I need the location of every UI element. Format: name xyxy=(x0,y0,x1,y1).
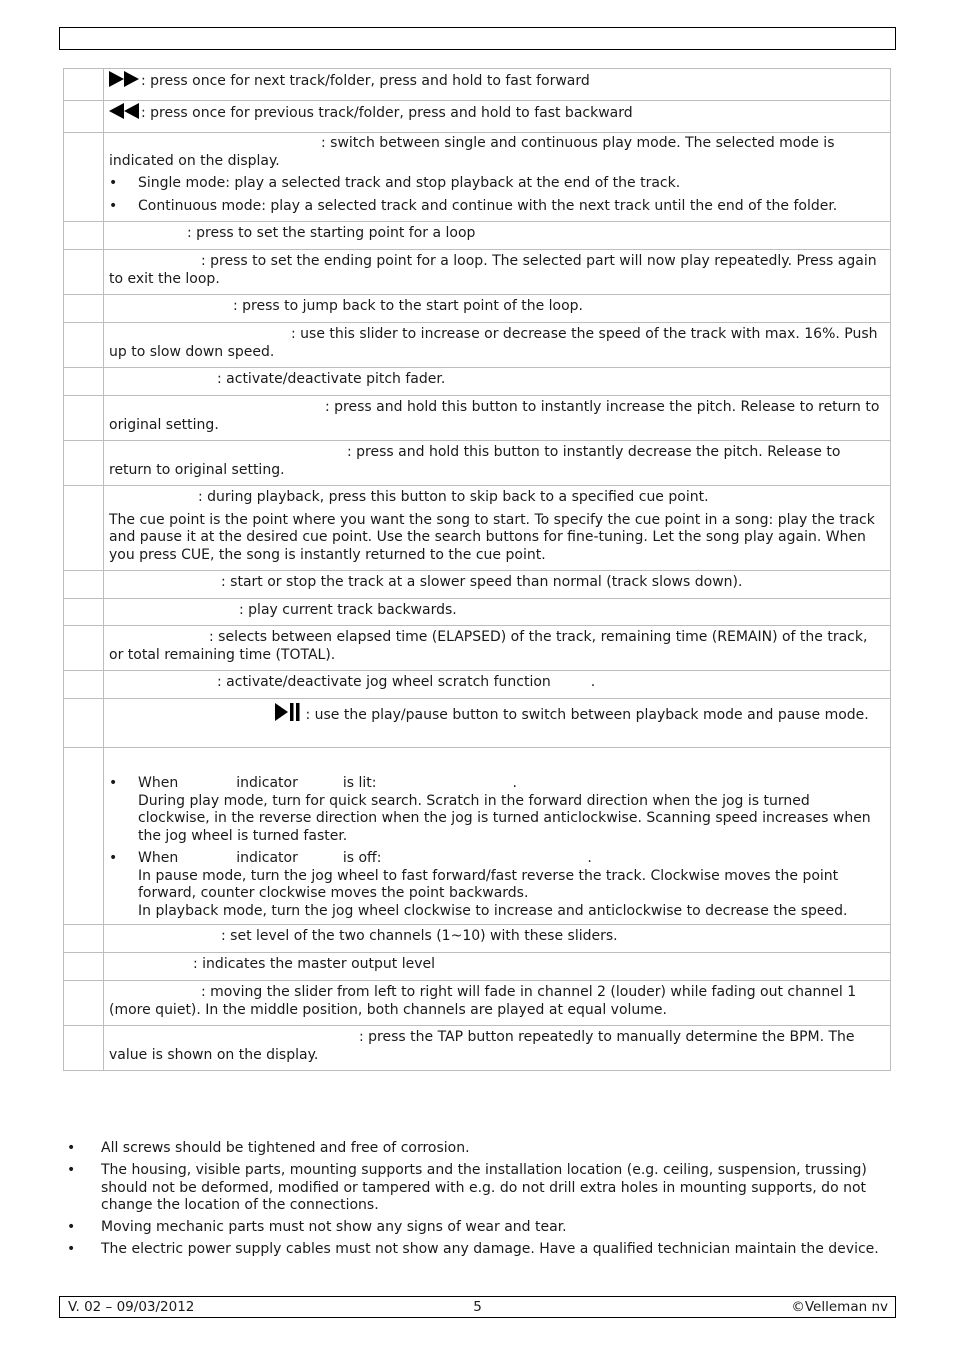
list-item: • Moving mechanic parts must not show any signs of wear and tear. xyxy=(67,1219,567,1235)
reloop-text: : press to jump back to the start point of the loop. xyxy=(233,298,583,314)
table-row xyxy=(64,925,891,953)
vu-meter-text: : indicates the master output level xyxy=(193,956,435,972)
copyright-label: ©Velleman nv xyxy=(791,1299,888,1315)
play-pause-text: : use the play/pause button to switch between playback mode and pause mode. xyxy=(305,707,869,723)
table-row xyxy=(64,222,891,250)
table-row xyxy=(64,396,891,441)
pitch-minus-text: : press and hold this button to instantly decrease the pitch. Release to return to original setting. xyxy=(109,444,841,478)
controls-description-table xyxy=(63,68,891,1071)
table-row xyxy=(64,599,891,626)
table-row xyxy=(64,1026,891,1071)
play-pause-icon xyxy=(275,703,301,727)
table-row: : activate/deactivate jog wheel scratch function . xyxy=(64,671,891,699)
table-row xyxy=(64,953,891,981)
table-row xyxy=(64,748,891,925)
jog-off-text: In pause mode, turn the jog wheel to fast forward/fast reverse the track. Clockwise moves the point forward, counter clockwise moves the point backwards. xyxy=(138,867,839,901)
fast-forward-icon xyxy=(109,71,141,93)
table-row xyxy=(64,133,891,222)
table-row xyxy=(64,295,891,323)
brake-text: : start or stop the track at a slower speed than normal (track slows down). xyxy=(221,574,743,590)
version-label: V. 02 – 09/03/2012 xyxy=(68,1299,195,1315)
table-row xyxy=(64,981,891,1026)
pitch-plus-text: : press and hold this button to instantly increase the pitch. Release to return to original setting. xyxy=(109,399,880,433)
scratch-text: : activate/deactivate jog wheel scratch function xyxy=(217,674,551,690)
jog-off-text-2: In playback mode, turn the jog wheel clockwise to increase and anticlockwise to decrease the speed. xyxy=(138,902,848,919)
crossfader-text: : moving the slider from left to right will fade in channel 2 (louder) while fading out channel 1 (more quiet). In the middle position, both channels are played at equal volume. xyxy=(109,984,857,1018)
pitch-onoff-text: : activate/deactivate pitch fader. xyxy=(217,371,446,387)
page-footer xyxy=(59,1296,896,1318)
table-row xyxy=(64,626,891,671)
list-item: • When indicator is off: . In pause mode, turn the jog wheel to fast forward/fast reverse the track. Clockwise moves the point forward, counter clockwise moves the point backwards. In playback mode, turn the jog wheel clockwise to increase and anticlockwise to decrease the speed. xyxy=(109,850,848,919)
tap-bpm-text: : press the TAP button repeatedly to manually determine the BPM. The value is shown on the display. xyxy=(109,1029,855,1063)
cue-detail: The cue point is the point where you want the song to start. To specify the cue point in a song: play the track and pause it at the desired cue point. Use the search buttons for fine-tuning. Let the song play again. When you press CUE, the song is instantly returned to the cue point. xyxy=(109,511,875,563)
table-row xyxy=(64,699,891,748)
list-item: • Continuous mode: play a selected track and continue with the next track until the end of the folder. xyxy=(109,197,838,214)
table-row: : press once for previous track/folder, press and hold to fast backward xyxy=(64,101,891,133)
pitch-slider-text: : use this slider to increase or decrease the speed of the track with max. 16%. Push up to slow down speed. xyxy=(109,326,878,360)
list-item: • Single mode: play a selected track and stop playback at the end of the track. xyxy=(109,175,681,191)
previous-track-text: press once for previous track/folder, press and hold to fast backward xyxy=(150,105,633,121)
list-item: • The electric power supply cables must not show any damage. Have a qualified technician maintain the device. xyxy=(67,1241,879,1257)
table-row xyxy=(64,323,891,368)
maintenance-list xyxy=(63,1140,893,1263)
table-row xyxy=(64,250,891,295)
page-header-frame xyxy=(59,27,896,50)
table-row xyxy=(64,441,891,486)
jog-lit-text: During play mode, turn for quick search. Scratch in the forward direction when the jog is turned clockwise, in the reverse direction when the jog is turned anticlockwise. Scanning speed increases when the jog wheel is turned faster. xyxy=(138,792,871,844)
next-track-text: press once for next track/folder, press and hold to fast forward xyxy=(150,73,590,89)
table-row: : press once for next track/folder, press and hold to fast forward xyxy=(64,69,891,101)
table-row xyxy=(64,571,891,599)
cue-text: : during playback, press this button to skip back to a specified cue point. xyxy=(198,489,709,505)
level-text: : set level of the two channels (1~10) with these sliders. xyxy=(221,928,618,944)
single-mode-text: : switch between single and continuous play mode. The selected mode is indicated on the display. xyxy=(109,135,835,169)
table-row xyxy=(64,368,891,396)
rewind-icon xyxy=(109,103,141,125)
loop-out-text: : press to set the ending point for a loop. The selected part will now play repeatedly. Press again to exit the loop. xyxy=(109,253,877,287)
time-text: : selects between elapsed time (ELAPSED) of the track, remaining time (REMAIN) of the track, or total remaining time (TOTAL). xyxy=(109,629,868,663)
list-item: • All screws should be tightened and free of corrosion. xyxy=(67,1140,470,1156)
list-item: • When indicator is lit: . During play mode, turn for quick search. Scratch in the forward direction when the jog is turned clockwise, in the reverse direction when the jog is turned anticlockwise. Scanning speed increases when the jog wheel is turned faster. xyxy=(109,775,871,844)
table-row xyxy=(64,486,891,571)
page-number: 5 xyxy=(473,1299,482,1315)
list-item: • The housing, visible parts, mounting supports and the installation location (e.g. ceiling, suspension, trussing) should not be deformed, modified or tampered with e.g. do not drill extra holes in mounting supports, do not change the location of the connections. xyxy=(67,1162,867,1213)
reverse-text: : play current track backwards. xyxy=(239,602,457,618)
loop-in-text: : press to set the starting point for a loop xyxy=(187,225,476,241)
